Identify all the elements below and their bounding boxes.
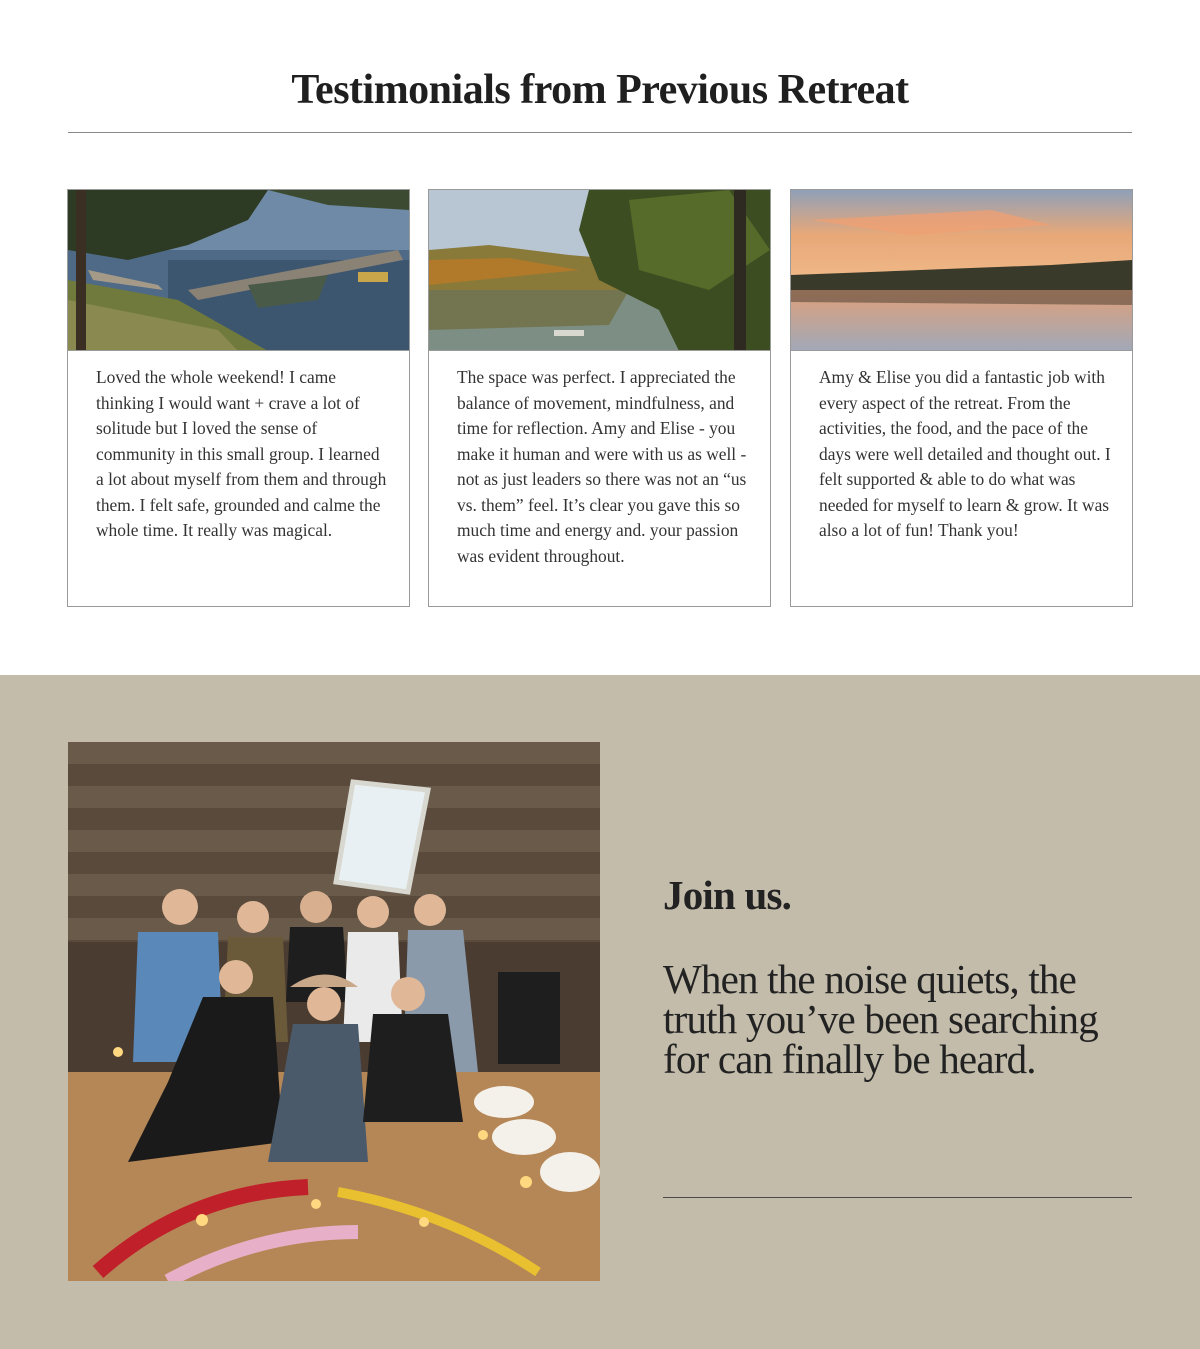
testimonial-card-1 — [67, 189, 410, 607]
lake-dock-photo — [68, 190, 409, 351]
testimonial-quote: Loved the whole weekend! I came thinking I would want + crave a lot of solitude but I loved the sense of community in this small group. I learned a lot about myself from them and through them. I felt safe, grounded and calme the whole time. It really was magical. — [96, 367, 387, 540]
lake-trees-photo — [429, 190, 770, 351]
title-divider — [68, 132, 1132, 133]
join-heading: Join us. — [663, 872, 792, 918]
testimonials-title: Testimonials from Previous Retreat — [291, 67, 909, 113]
testimonial-quote: Amy & Elise you did a fantastic job with every aspect of the retreat. From the activities, the food, and the pace of the days were well detailed and thought out. I felt supported & able to do what was needed for myself to learn & grow. It was also a lot of fun! Thank you! — [819, 367, 1111, 540]
lake-sunset-photo — [791, 190, 1132, 351]
join-section — [0, 675, 1200, 1349]
join-tagline: When the noise quiets, the truth you’ve been searching for can finally be heard. — [663, 956, 1098, 1082]
testimonial-quote: The space was perfect. I appreciated the balance of movement, mindfulness, and time for reflection. Amy and Elise - you make it human and were with us as well - not as just leaders so there was not an “us vs. them” feel. It’s clear you gave this so much time and energy and. your passion was evident throughout. — [457, 367, 747, 566]
retreat-group-photo — [68, 742, 600, 1281]
join-divider — [663, 1197, 1132, 1198]
testimonial-card-2 — [428, 189, 771, 607]
testimonial-card-3 — [790, 189, 1133, 607]
